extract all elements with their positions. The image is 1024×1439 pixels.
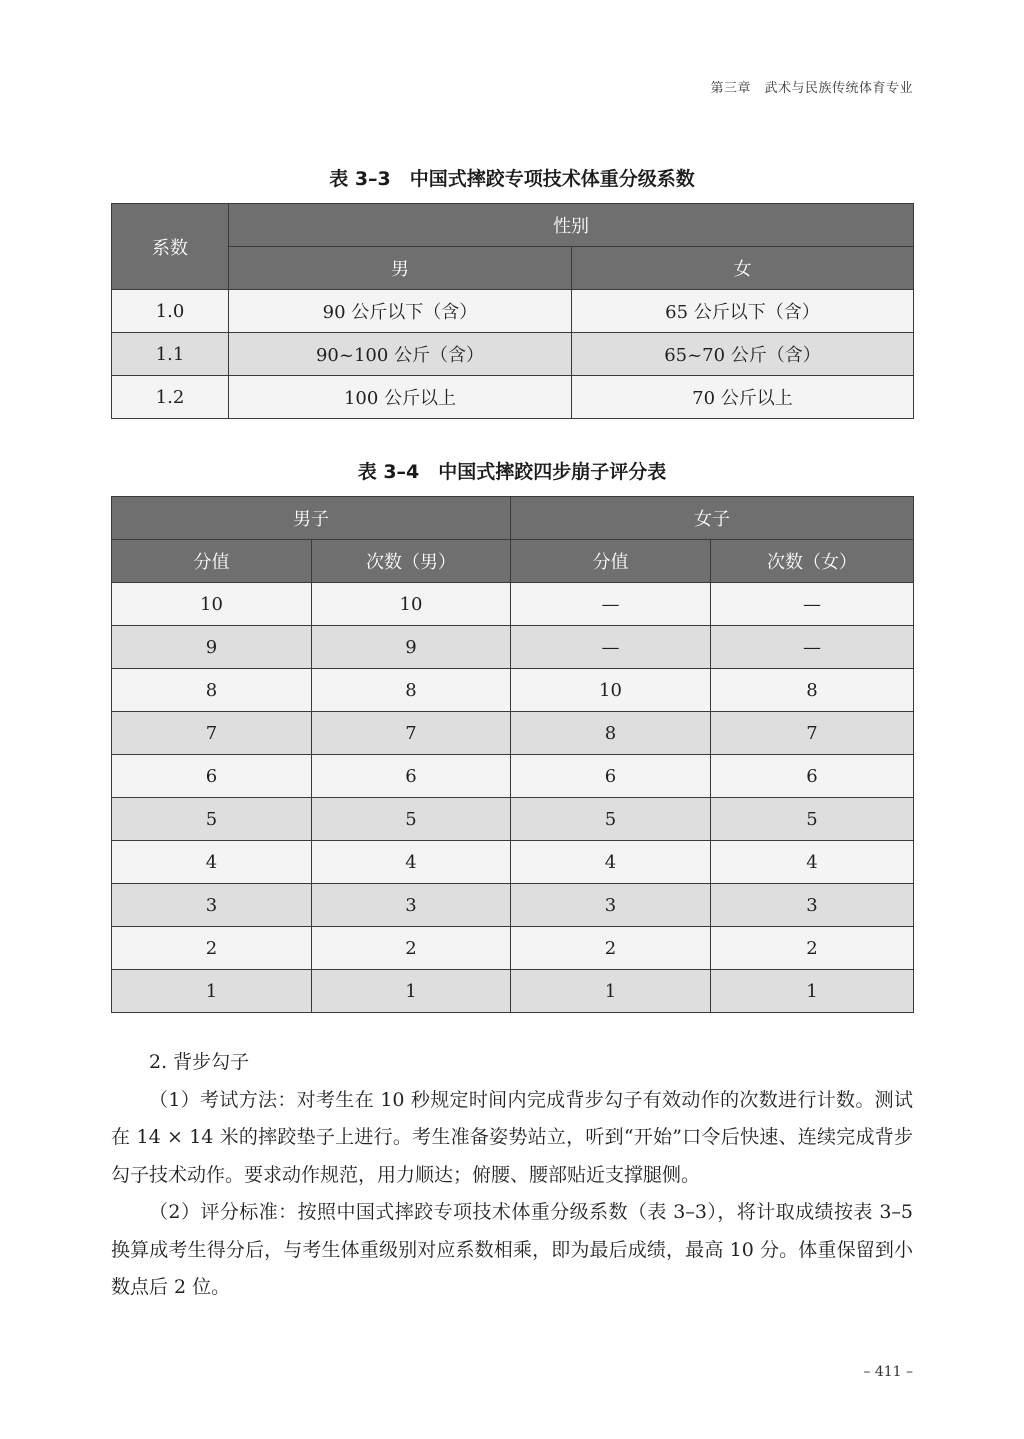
female-weight-cell: 65 公斤以下（含）: [572, 290, 914, 333]
table-row: [112, 669, 914, 712]
table-cell: 3: [511, 884, 711, 927]
table-cell: 7: [711, 712, 914, 755]
table-cell: 5: [511, 798, 711, 841]
table-row: [112, 927, 914, 970]
table-cell: 4: [711, 841, 914, 884]
header-score-male: 分值: [112, 540, 312, 583]
table-cell: 4: [312, 841, 511, 884]
table-cell: 4: [112, 841, 312, 884]
table-cell: 7: [112, 712, 312, 755]
header-men: 男子: [112, 497, 511, 540]
table-caption-3-4: 表 3–4 中国式摔跤四步崩子评分表: [357, 461, 667, 483]
table-cell: 1: [312, 970, 511, 1013]
table-cell: 5: [711, 798, 914, 841]
table-row: [112, 755, 914, 798]
table-cell: 9: [312, 626, 511, 669]
table-cell: 10: [511, 669, 711, 712]
header-female: 女: [572, 247, 914, 290]
table-cell: 1: [112, 970, 312, 1013]
table-row: [112, 712, 914, 755]
table-row: [112, 626, 914, 669]
weight-class-coefficient-table: [111, 203, 914, 419]
header-count-male: 次数（男）: [312, 540, 511, 583]
table-row: [112, 376, 914, 419]
header-women: 女子: [511, 497, 914, 540]
coefficient-cell: 1.2: [112, 376, 229, 419]
table-caption-3-3: 表 3–3 中国式摔跤专项技术体重分级系数: [329, 168, 695, 190]
section-heading: 2. 背步勾子: [149, 1051, 250, 1073]
female-weight-cell: 65~70 公斤（含）: [572, 333, 914, 376]
table-cell: 2: [711, 927, 914, 970]
header-gender: 性别: [229, 204, 914, 247]
running-head: 第三章 武术与民族传统体育专业: [710, 81, 913, 96]
table-cell: 8: [511, 712, 711, 755]
table-cell: 3: [711, 884, 914, 927]
coefficient-cell: 1.1: [112, 333, 229, 376]
table-row: [112, 333, 914, 376]
male-weight-cell: 100 公斤以上: [229, 376, 572, 419]
table-cell: 8: [112, 669, 312, 712]
page-number: – 411 –: [863, 1364, 913, 1380]
table-row: [112, 583, 914, 626]
male-weight-cell: 90 公斤以下（含）: [229, 290, 572, 333]
table-cell: 8: [711, 669, 914, 712]
table-cell: 1: [511, 970, 711, 1013]
table-cell: 4: [511, 841, 711, 884]
table-cell: 2: [511, 927, 711, 970]
table-row: [112, 884, 914, 927]
coefficient-cell: 1.0: [112, 290, 229, 333]
table-row: [112, 841, 914, 884]
table-cell: 6: [511, 755, 711, 798]
table-cell: 1: [711, 970, 914, 1013]
table-cell: 9: [112, 626, 312, 669]
table-cell: 6: [112, 755, 312, 798]
table-cell: 6: [711, 755, 914, 798]
scoring-standard-paragraph: （2）评分标准：按照中国式摔跤专项技术体重分级系数（表 3–3），将计取成绩按表 3–5 换算成考生得分后，与考生体重级别对应系数相乘，即为最后成绩，最高 10 分。体重保留到小数点后 2 位。: [111, 1201, 913, 1298]
table-cell: 10: [312, 583, 511, 626]
table-cell: —: [711, 583, 914, 626]
table-cell: 5: [112, 798, 312, 841]
table-cell: 3: [312, 884, 511, 927]
table-cell: 2: [312, 927, 511, 970]
table-row: [112, 290, 914, 333]
body-text: [111, 1044, 913, 1307]
table-cell: —: [511, 626, 711, 669]
table-cell: 7: [312, 712, 511, 755]
table-cell: 10: [112, 583, 312, 626]
scoring-table: [111, 496, 914, 1013]
table-cell: 8: [312, 669, 511, 712]
exam-method-paragraph: （1）考试方法：对考生在 10 秒规定时间内完成背步勾子有效动作的次数进行计数。测试在 14 × 14 米的摔跤垫子上进行。考生准备姿势站立，听到“开始”口令后快速、连续完成背步勾子技术动作。要求动作规范，用力顺达；俯腰、腰部贴近支撑腿侧。: [111, 1088, 913, 1186]
table-cell: 2: [112, 927, 312, 970]
header-score-female: 分值: [511, 540, 711, 583]
table-cell: 3: [112, 884, 312, 927]
male-weight-cell: 90~100 公斤（含）: [229, 333, 572, 376]
table-row: [112, 798, 914, 841]
table-cell: —: [511, 583, 711, 626]
table-row: [112, 970, 914, 1013]
header-male: 男: [229, 247, 572, 290]
table-cell: 6: [312, 755, 511, 798]
header-count-female: 次数（女）: [711, 540, 914, 583]
female-weight-cell: 70 公斤以上: [572, 376, 914, 419]
table-cell: —: [711, 626, 914, 669]
table-cell: 5: [312, 798, 511, 841]
header-coefficient: 系数: [112, 204, 229, 290]
